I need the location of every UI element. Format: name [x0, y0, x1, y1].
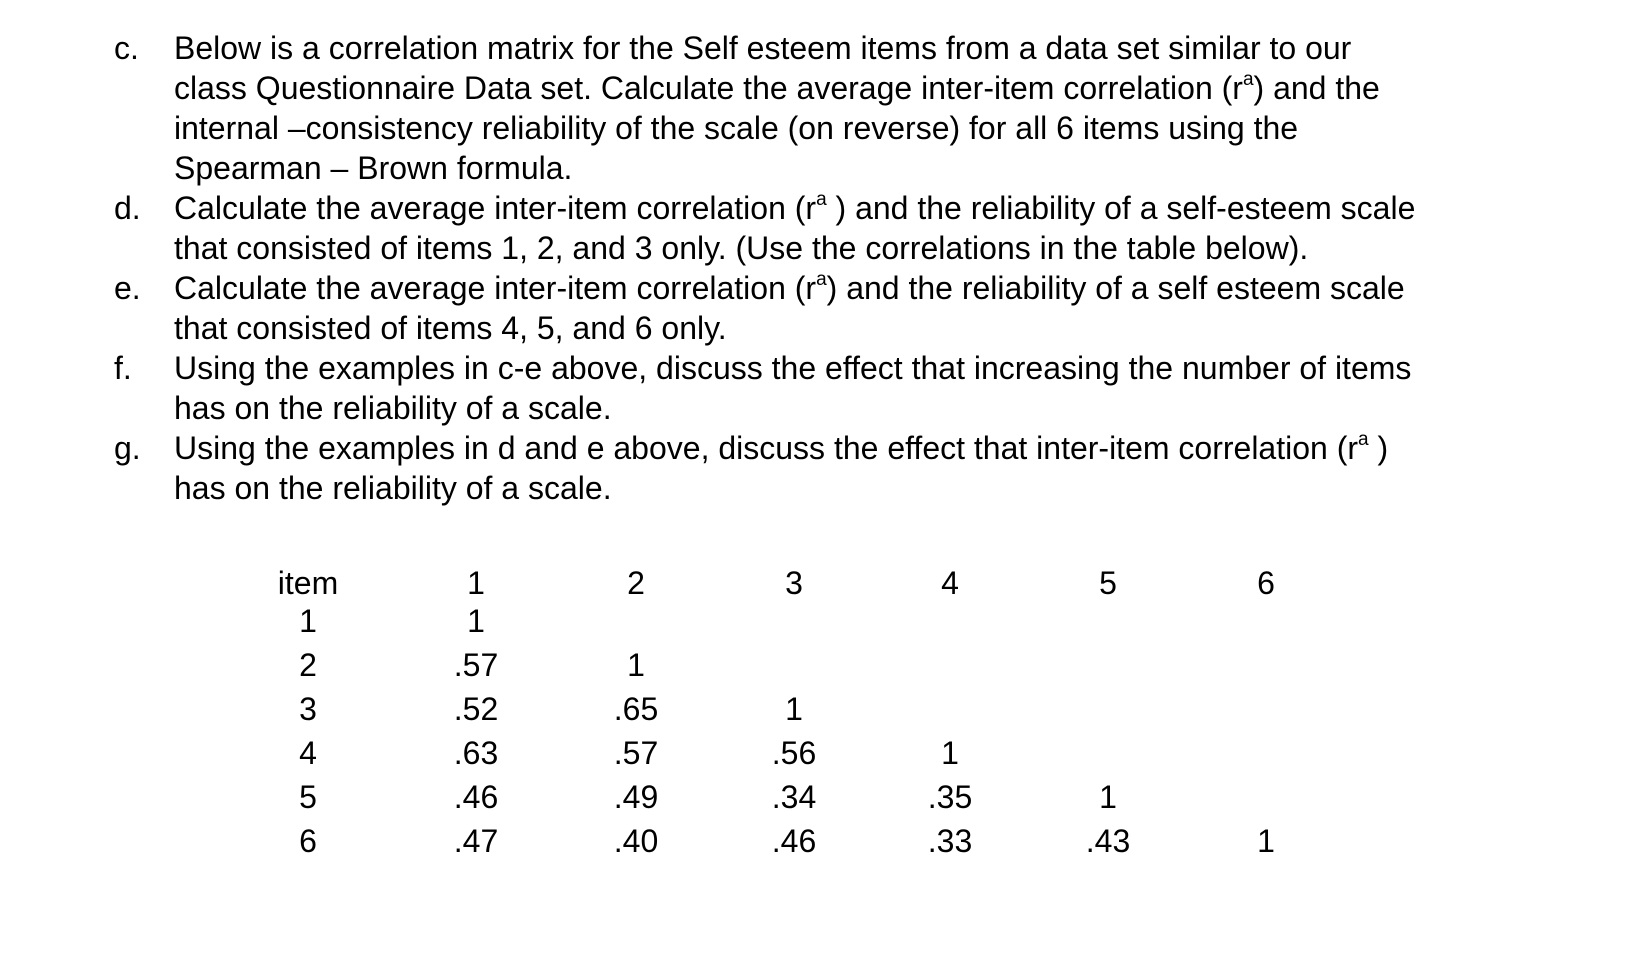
matrix-cell: .35: [927, 779, 973, 815]
matrix-row-label: 1: [299, 603, 317, 639]
matrix-cell: .52: [453, 691, 499, 727]
matrix-cell: 1: [467, 603, 485, 639]
matrix-cell: 1: [1099, 779, 1117, 815]
question-list: [114, 28, 1604, 508]
matrix-cell: .49: [613, 779, 659, 815]
question-g: [114, 428, 1604, 508]
question-text: Using the examples in d and e above, discuss the effect that inter-item correlation ($r^a$ ) has on the reliability of a scale.: [174, 429, 1389, 506]
matrix-header-cell: 2: [627, 565, 645, 601]
matrix-cell: .63: [453, 735, 499, 771]
matrix-cell: 1: [785, 691, 803, 727]
matrix-cell: .57: [453, 647, 499, 683]
matrix-header-cell: 5: [1099, 565, 1117, 601]
matrix-row-label: 5: [299, 779, 317, 815]
matrix-cell: .65: [613, 691, 659, 727]
matrix-header-cell: 3: [785, 565, 803, 601]
question-text: Below is a correlation matrix for the Self esteem items from a data set similar to our class Questionnaire Data set. Calculate the average inter-item correlation $(r^a)$ and the internal –consistency reliability of the scale (on reverse) for all 6 items using the Spearman – Brown formula.: [174, 30, 1380, 186]
matrix-cell: .34: [771, 779, 817, 815]
matrix-cell: 1: [627, 647, 645, 683]
question-letter: g.: [114, 430, 141, 466]
matrix-cell: 1: [941, 735, 959, 771]
question-letter: e.: [114, 270, 141, 306]
question-c: [114, 28, 1604, 188]
matrix-header-cell: 4: [941, 565, 959, 601]
question-f: [114, 348, 1604, 428]
matrix-cell: .46: [453, 779, 499, 815]
matrix-cell: .47: [453, 823, 499, 859]
matrix-cell: .43: [1085, 823, 1131, 859]
question-text: Calculate the average inter-item correlation $(r^a)$ and the reliability of a self esteem scale that consisted of items 4, 5, and 6 only.: [174, 269, 1405, 346]
matrix-row-label: 3: [299, 691, 317, 727]
matrix-cell: 1: [1257, 823, 1275, 859]
matrix-cell: .57: [613, 735, 659, 771]
matrix-row-label: 4: [299, 735, 317, 771]
matrix-cell: .56: [771, 735, 817, 771]
question-letter: f.: [114, 350, 132, 386]
question-text: Calculate the average inter-item correlation ($r^a$ ) and the reliability of a self-esteem scale that consisted of items 1, 2, and 3 only. (Use the correlations in the table below).: [174, 189, 1416, 266]
matrix-header-cell: 6: [1257, 565, 1275, 601]
matrix-cell: .46: [771, 823, 817, 859]
question-letter: c.: [114, 30, 139, 66]
question-e: [114, 268, 1604, 348]
matrix-cell: .40: [613, 823, 659, 859]
matrix-header-cell: item: [277, 565, 339, 601]
question-d: [114, 188, 1604, 268]
matrix-header-cell: 1: [467, 565, 485, 601]
question-text: Using the examples in c-e above, discuss the effect that increasing the number of items has on the reliability of a scale.: [174, 350, 1412, 426]
matrix-row-label: 6: [299, 823, 317, 859]
question-letter: d.: [114, 190, 141, 226]
matrix-row-label: 2: [299, 647, 317, 683]
matrix-cell: .33: [927, 823, 973, 859]
